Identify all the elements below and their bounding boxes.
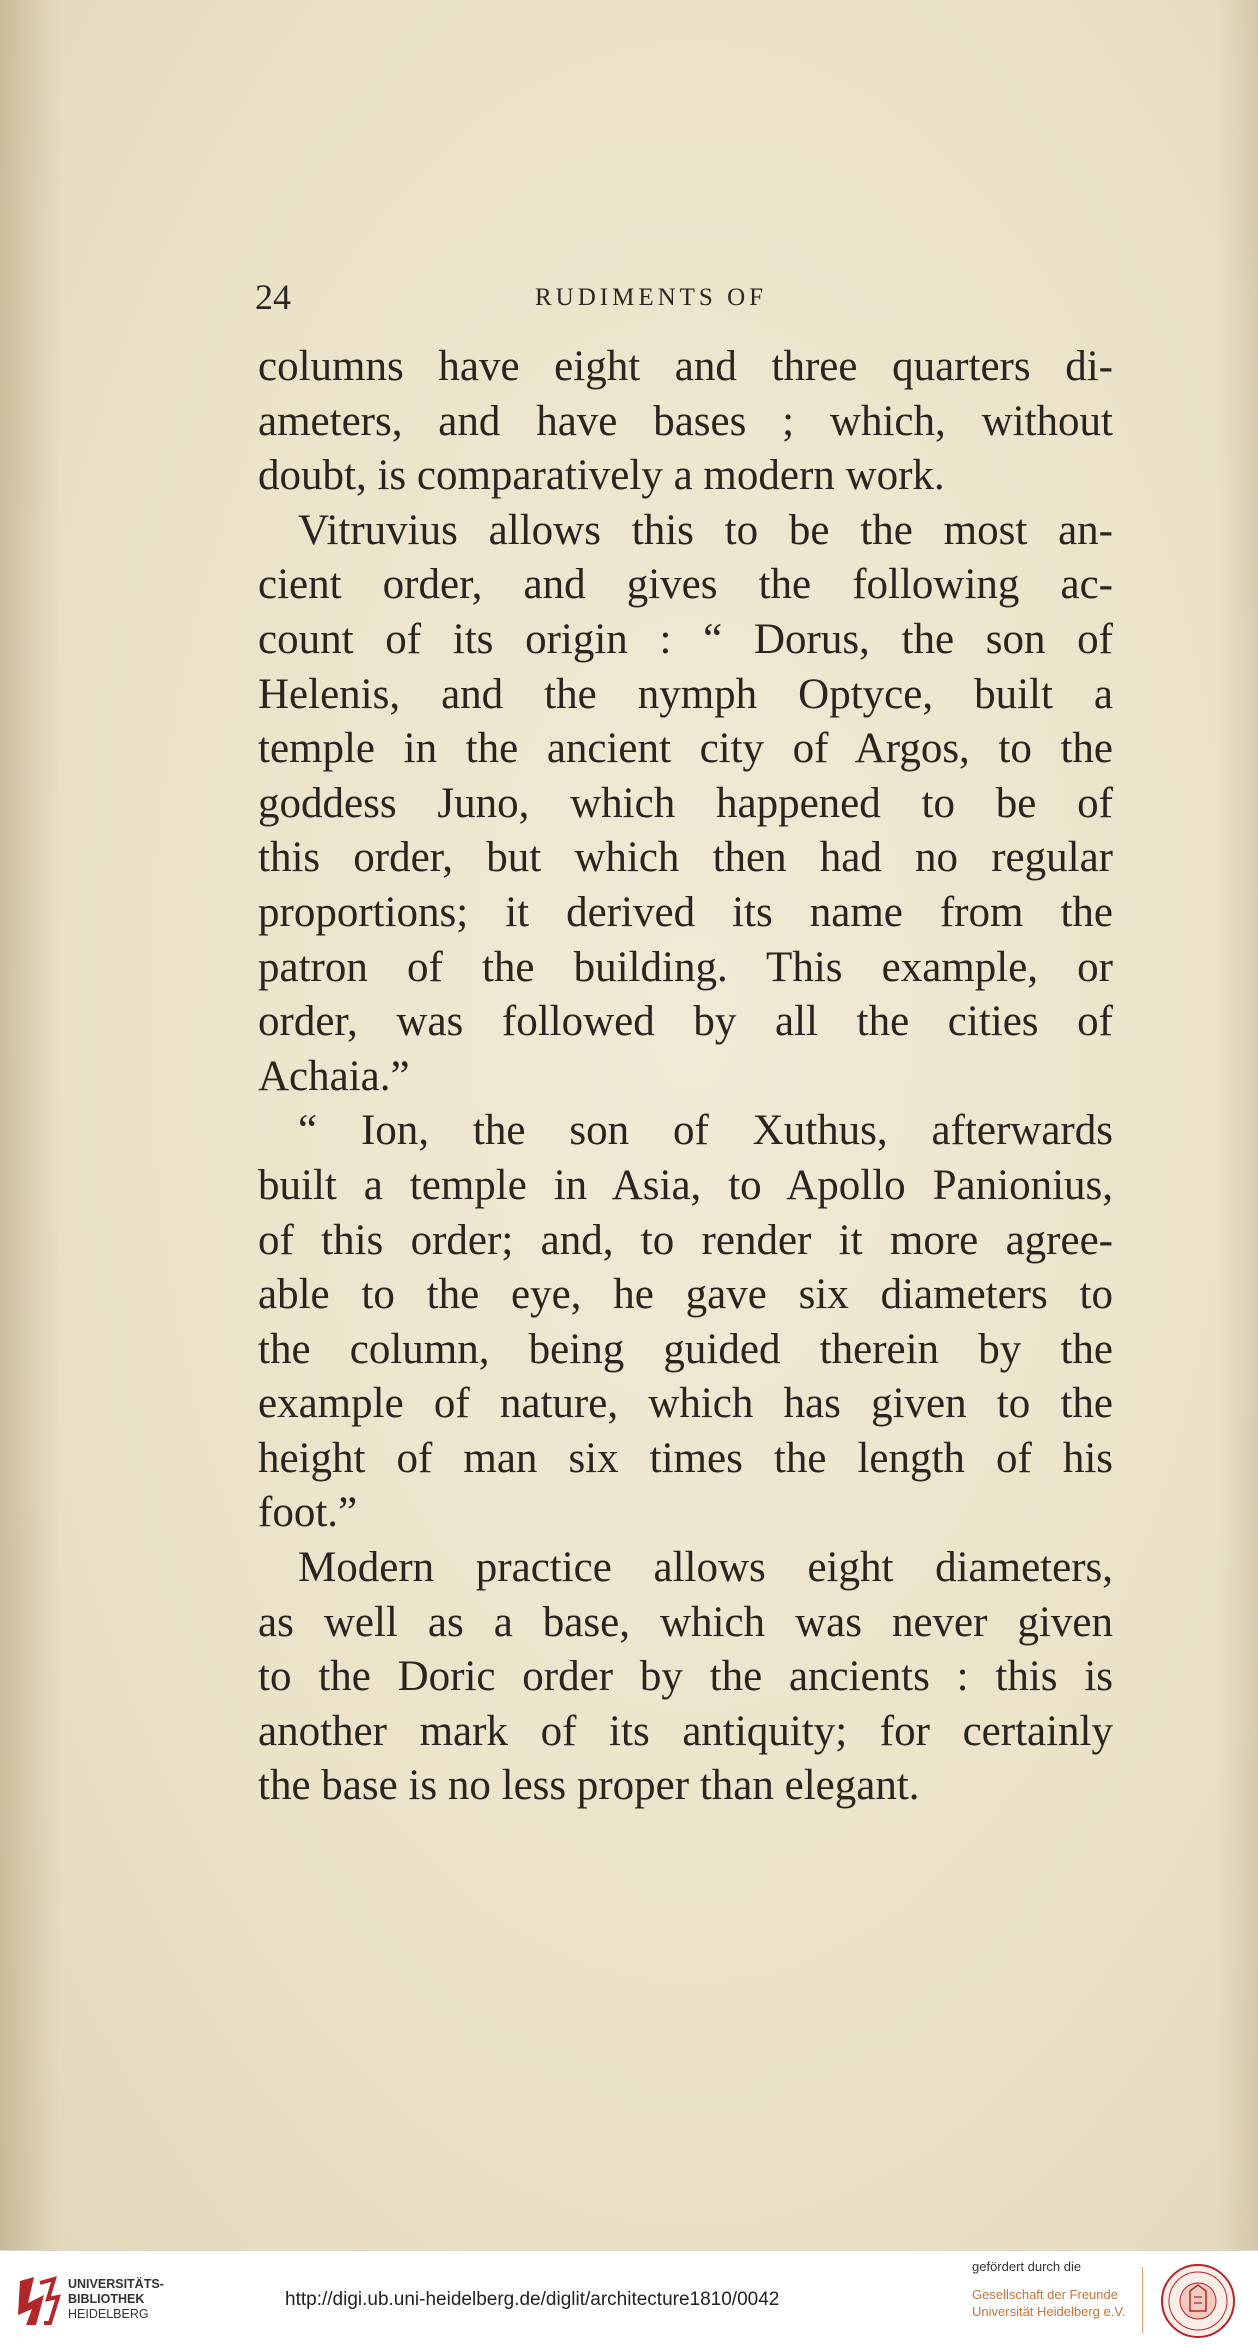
text-line: columns have eight and three quarters di- [258,343,1113,390]
library-name-line-1: UNIVERSITÄTS- [68,2277,164,2291]
text-line: patron of the building. This example, or [258,943,1113,991]
page-edge-shadow-left [0,0,60,2250]
sponsor-name-line-2: Universität Heidelberg e.V. [972,2304,1126,2319]
text-line: foot.” [258,1489,358,1537]
page-number: 24 [255,277,291,317]
text-line: Vitruvius allows this to be the most an- [298,506,1113,554]
text-line: the column, being guided therein by the [258,1325,1113,1373]
text-line: goddess Juno, which happened to be of [258,779,1113,827]
text-line: as well as a base, which was never given [258,1598,1113,1646]
text-line: count of its origin : “ Dorus, the son of [258,615,1113,663]
running-head [255,272,1125,322]
text-line: height of man six times the length of his [258,1434,1113,1482]
text-line: “ Ion, the son of Xuthus, afterwards [298,1107,1113,1155]
text-line: this order, but which then had no regular [258,834,1113,882]
text-line: cient order, and gives the following ac- [258,561,1113,609]
text-line: of this order; and, to render it more agree- [258,1216,1113,1264]
text-line: to the Doric order by the ancients : this is [258,1653,1113,1701]
running-title: RUDIMENTS OF [535,284,768,311]
text-line: Helenis, and the nymph Optyce, built a [258,670,1113,718]
text-line: proportions; it derived its name from the [258,888,1113,936]
page-edge-shadow-right [1218,0,1258,2250]
text-line: Modern practice allows eight diameters, [298,1544,1113,1592]
library-name-line-3: HEIDELBERG [68,2307,149,2321]
text-line: doubt, is comparatively a modern work. [258,452,945,500]
permalink-url[interactable]: http://digi.ub.uni-heidelberg.de/diglit/architecture1810/0042 [285,2289,780,2310]
footer-bar [0,2250,1258,2345]
text-line: order, was followed by all the cities of [258,998,1113,1046]
footer-divider [1142,2267,1143,2333]
sponsor-name-line-1: Gesellschaft der Freunde [972,2287,1118,2302]
text-line: built a temple in Asia, to Apollo Panionius, [258,1161,1113,1209]
sponsor-credit [972,2259,1152,2320]
university-library-logo-icon [14,2273,62,2329]
body-text [258,340,1113,1814]
university-seal-icon [1160,2263,1236,2339]
text-line: ameters, and have bases ; which, without [258,397,1113,445]
text-line: another mark of its antiquity; for certainly [258,1707,1113,1755]
text-line: the base is no less proper than elegant. [258,1762,920,1810]
text-line: temple in the ancient city of Argos, to the [258,725,1113,773]
library-name [68,2277,164,2322]
text-line: able to the eye, he gave six diameters to [258,1271,1113,1319]
library-name-line-2: BIBLIOTHEK [68,2292,145,2306]
text-line: example of nature, which has given to the [258,1380,1113,1428]
sponsor-label: gefördert durch die [972,2259,1082,2274]
text-line: Achaia.” [258,1052,410,1100]
